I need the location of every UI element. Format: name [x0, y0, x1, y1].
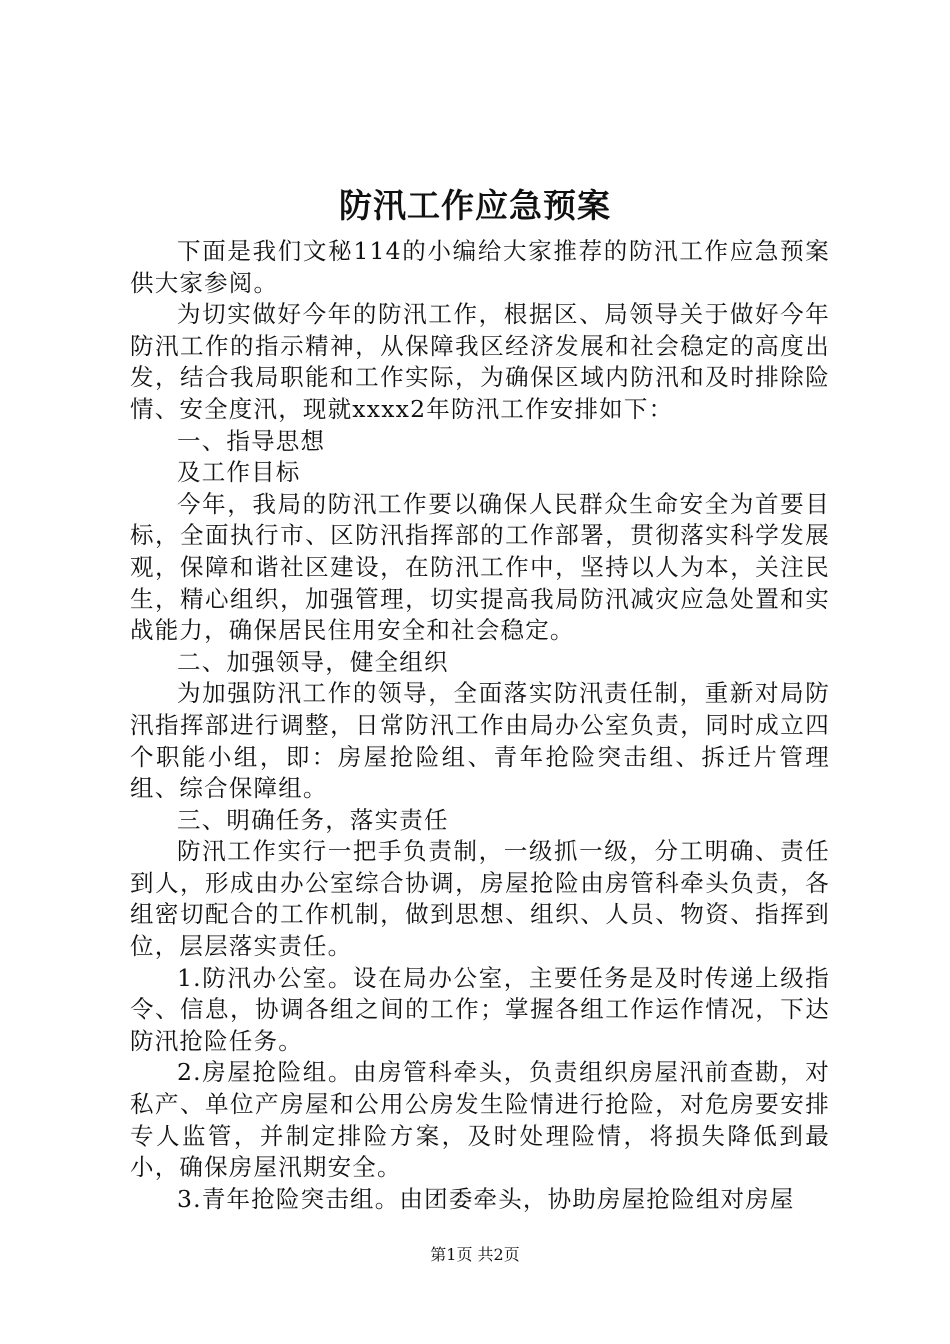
paragraph-intro: 下面是我们文秘114的小编给大家推荐的防汛工作应急预案供大家参阅。 — [130, 237, 830, 297]
list-item-youth-rescue: 3.青年抢险突击组。由团委牵头，协助房屋抢险组对房屋 — [177, 1184, 795, 1213]
heading-guiding-thought: 一、指导思想 — [177, 426, 326, 455]
paragraph-goal: 今年，我局的防汛工作要以确保人民群众生命安全为首要目标，全面执行市、区防汛指挥部的工作部署，贯彻落实科学发展观，保障和谐社区建设，在防汛工作中，坚持以人为本，关注民生，精心组织，加强管理，切实提高我局防汛减灾应急处置和实战能力，确保居民住用安全和社会稳定。 — [130, 489, 830, 645]
document-title: 防汛工作应急预案 — [339, 186, 611, 225]
page-footer: 第1页 共2页 — [430, 1245, 520, 1264]
paragraph-responsibility: 防汛工作实行一把手负责制，一级抓一级，分工明确、责任到人，形成由办公室综合协调，房屋抢险由房管科牵头负责，各组密切配合的工作机制，做到思想、组织、人员、物资、指挥到位，层层落实责任。 — [130, 837, 830, 961]
heading-leadership: 二、加强领导，健全组织 — [177, 647, 449, 676]
list-item-house-rescue: 2.房屋抢险组。由房管科牵头，负责组织房屋汛前查勘，对私产、单位产房屋和公用公房发生险情进行抢险，对危房要安排专人监管，并制定排险方案，及时处理险情，将损失降低到最小，确保房屋汛期安全。 — [130, 1058, 830, 1182]
paragraph-purpose: 为切实做好今年的防汛工作，根据区、局领导关于做好今年防汛工作的指示精神，从保障我区经济发展和社会稳定的高度出发，结合我局职能和工作实际，为确保区域内防汛和及时排除险情、安全度汛，现就xxxx2年防汛工作安排如下： — [130, 300, 830, 423]
list-item-office: 1.防汛办公室。设在局办公室，主要任务是及时传递上级指令、信息，协调各组之间的工作；掌握各组工作运作情况，下达防汛抢险任务。 — [130, 963, 830, 1055]
document-body — [130, 236, 830, 1215]
heading-tasks: 三、明确任务，落实责任 — [177, 805, 449, 834]
heading-work-goal: 及工作目标 — [177, 458, 301, 487]
paragraph-leadership: 为加强防汛工作的领导，全面落实防汛责任制，重新对局防汛指挥部进行调整，日常防汛工作由局办公室负责，同时成立四个职能小组，即：房屋抢险组、青年抢险突击组、拆迁片管理组、综合保障组。 — [130, 679, 830, 803]
